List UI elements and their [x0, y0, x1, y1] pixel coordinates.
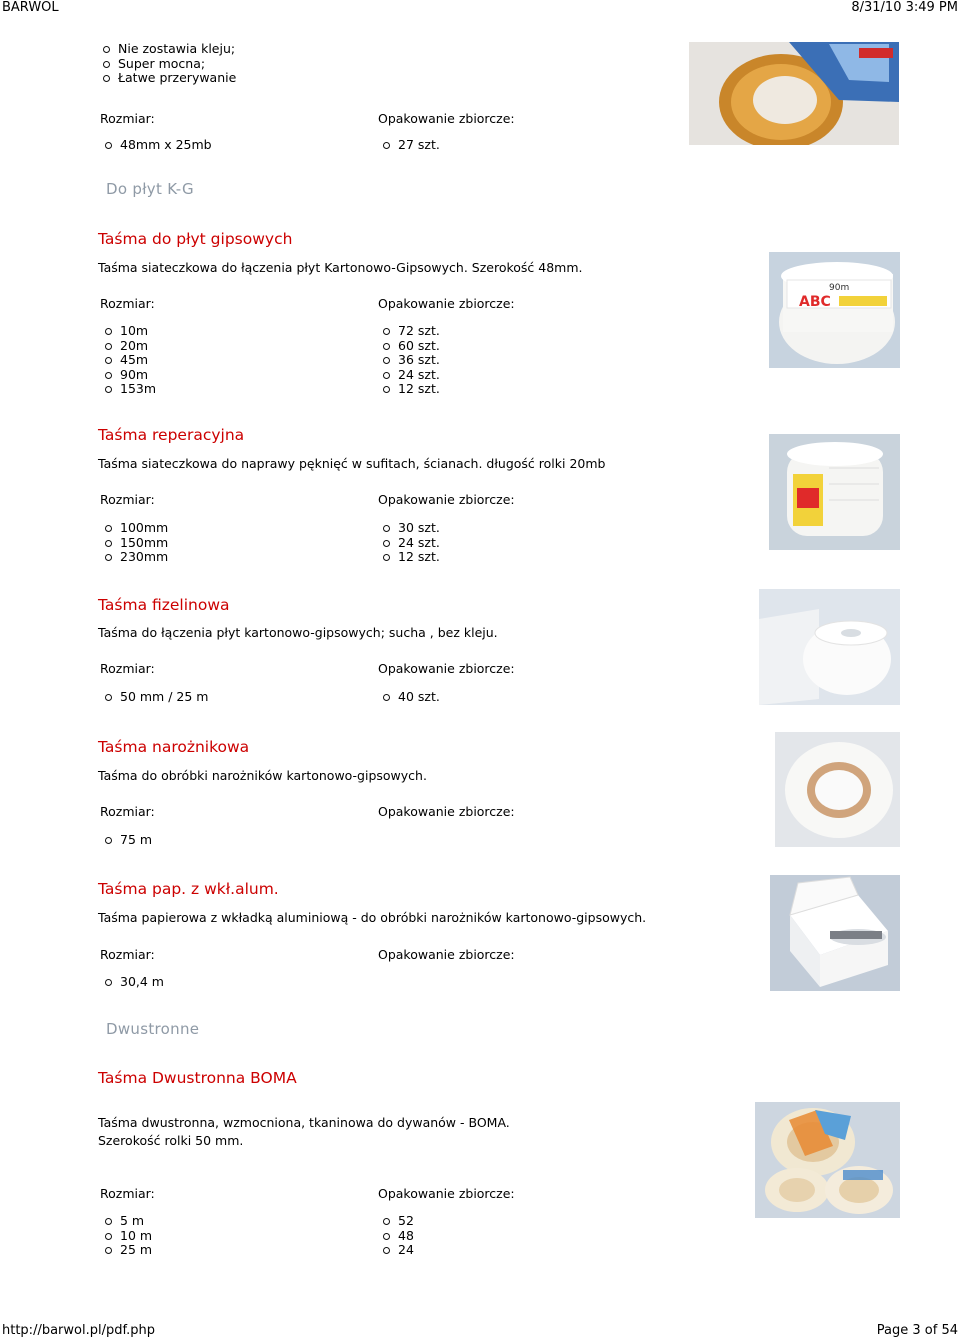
list-item: 12 szt.	[378, 550, 440, 565]
list-item: 153m	[100, 382, 156, 397]
category-heading-double: Dwustronne	[106, 1020, 200, 1038]
list-item: 48mm x 25mb	[100, 138, 212, 153]
list-item: 12 szt.	[378, 382, 440, 397]
image-label-90m: 90m	[829, 283, 850, 293]
size-list	[100, 521, 168, 565]
list-item: 50 mm / 25 m	[100, 690, 208, 705]
list-item: Nie zostawia kleju;	[98, 42, 236, 57]
page-header	[0, 0, 960, 16]
product-title: Taśma reperacyjna	[98, 426, 245, 444]
product-title: Taśma Dwustronna BOMA	[98, 1069, 297, 1087]
pack-label: Opakowanie zbiorcze:	[378, 111, 515, 126]
pack-list	[378, 324, 440, 397]
product-description: Taśma do łączenia płyt kartonowo-gipsowych; sucha , bez kleju.	[98, 625, 498, 640]
page-number: Page 3 of 54	[876, 1323, 958, 1338]
size-list	[100, 690, 208, 705]
list-item: Super mocna;	[98, 57, 236, 72]
size-label: Rozmiar:	[100, 296, 155, 311]
list-item: 75 m	[100, 833, 152, 848]
list-item: 25 m	[100, 1243, 152, 1258]
list-item: 10m	[100, 324, 156, 339]
size-label: Rozmiar:	[100, 111, 155, 126]
list-item: 20m	[100, 339, 156, 354]
list-item: 40 szt.	[378, 690, 440, 705]
product-image-mesh-tape	[769, 252, 900, 368]
list-item: 90m	[100, 368, 156, 383]
feature-list	[98, 42, 236, 86]
size-list	[100, 833, 152, 848]
product-image-double-sided-tape	[755, 1102, 900, 1218]
site-name: BARWOL	[2, 0, 59, 15]
size-list	[100, 324, 156, 397]
list-item: 45m	[100, 353, 156, 368]
page-footer	[0, 1323, 960, 1339]
product-description: Taśma siateczkowa do łączenia płyt Kartonowo-Gipsowych. Szerokość 48mm.	[98, 260, 583, 275]
pack-list	[378, 1214, 414, 1258]
size-label: Rozmiar:	[100, 492, 155, 507]
list-item: 5 m	[100, 1214, 152, 1229]
list-item: 30,4 m	[100, 975, 164, 990]
list-item: 30 szt.	[378, 521, 440, 536]
list-item: 48	[378, 1229, 414, 1244]
page-url[interactable]: http://barwol.pl/pdf.php	[2, 1323, 155, 1338]
list-item: 24 szt.	[378, 536, 440, 551]
size-label: Rozmiar:	[100, 804, 155, 819]
pack-label: Opakowanie zbiorcze:	[378, 296, 515, 311]
pack-label: Opakowanie zbiorcze:	[378, 661, 515, 676]
product-description: Taśma papierowa z wkładką aluminiową - do obróbki narożników kartonowo-gipsowych.	[98, 910, 647, 925]
list-item: 230mm	[100, 550, 168, 565]
pack-list	[378, 521, 440, 565]
list-item: 27 szt.	[378, 138, 440, 153]
pack-list	[378, 690, 440, 705]
category-heading-kg: Do płyt K-G	[106, 180, 194, 198]
print-datetime: 8/31/10 3:49 PM	[851, 0, 958, 15]
pack-label: Opakowanie zbiorcze:	[378, 1186, 515, 1201]
size-list	[100, 1214, 152, 1258]
size-list	[100, 975, 164, 990]
pack-label: Opakowanie zbiorcze:	[378, 947, 515, 962]
size-label: Rozmiar:	[100, 661, 155, 676]
list-item: 60 szt.	[378, 339, 440, 354]
product-description: Taśma dwustronna, wzmocniona, tkaninowa do dywanów - BOMA.	[98, 1115, 510, 1130]
list-item: 52	[378, 1214, 414, 1229]
size-label: Rozmiar:	[100, 1186, 155, 1201]
product-image-repair-tape	[769, 434, 900, 550]
product-image-paper-alu-tape	[770, 875, 900, 991]
size-list	[100, 138, 212, 153]
list-item: Łatwe przerywanie	[98, 71, 236, 86]
list-item: 10 m	[100, 1229, 152, 1244]
list-item: 24	[378, 1243, 414, 1258]
pack-label: Opakowanie zbiorcze:	[378, 492, 515, 507]
product-image-tape-orange	[689, 42, 899, 145]
list-item: 36 szt.	[378, 353, 440, 368]
image-brand: ABC	[799, 294, 831, 310]
product-title: Taśma narożnikowa	[98, 738, 250, 756]
product-title: Taśma fizelinowa	[98, 596, 230, 614]
product-description: Szerokość rolki 50 mm.	[98, 1133, 244, 1148]
product-description: Taśma siateczkowa do naprawy pęknięć w sufitach, ścianach. długość rolki 20mb	[98, 456, 606, 471]
size-label: Rozmiar:	[100, 947, 155, 962]
list-item: 24 szt.	[378, 368, 440, 383]
product-title: Taśma pap. z wkł.alum.	[98, 880, 279, 898]
product-description: Taśma do obróbki narożników kartonowo-gipsowych.	[98, 768, 427, 783]
pack-label: Opakowanie zbiorcze:	[378, 804, 515, 819]
product-title: Taśma do płyt gipsowych	[98, 230, 293, 248]
product-image-corner-tape	[775, 732, 900, 847]
list-item: 100mm	[100, 521, 168, 536]
list-item: 72 szt.	[378, 324, 440, 339]
product-image-fleece-tape	[759, 589, 900, 705]
pack-list	[378, 138, 440, 153]
list-item: 150mm	[100, 536, 168, 551]
